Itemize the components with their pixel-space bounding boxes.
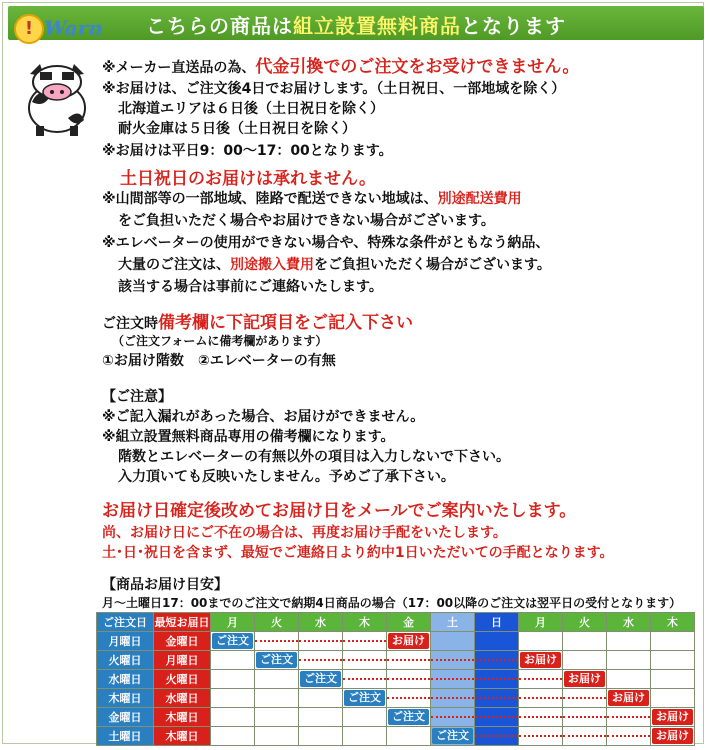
schedule-day-cell bbox=[651, 727, 695, 746]
notice-cod: ※メーカー直送品の為、代金引換でのご注文をお受けできません。 bbox=[102, 57, 580, 77]
earliest-delivery-cell: 月曜日 bbox=[154, 651, 211, 670]
transit-arrow bbox=[475, 716, 518, 718]
schedule-day-cell bbox=[519, 708, 563, 727]
schedule-day-cell bbox=[519, 689, 563, 708]
delivery-marker: お届け bbox=[608, 690, 649, 706]
transit-arrow bbox=[343, 659, 386, 661]
schedule-day-cell bbox=[651, 632, 695, 651]
schedule-day-cell bbox=[299, 651, 343, 670]
caution-4: 入力頂いても反映いたしません。予めご了承下さい。 bbox=[118, 469, 455, 485]
caution-1: ※ご記入漏れがあった場合、お届けができません。 bbox=[102, 409, 425, 425]
banner-title: こちらの商品は組立設置無料商品となります bbox=[146, 14, 566, 38]
schedule-day-cell bbox=[607, 689, 651, 708]
order-remarks-note: （ご注文フォームに備考欄があります） bbox=[112, 334, 328, 348]
schedule-header-cell: 月 bbox=[519, 613, 563, 632]
transit-arrow bbox=[431, 678, 474, 680]
email-notice: お届け日確定後改めてお届け日をメールでご案内いたします。 bbox=[102, 501, 577, 521]
schedule-header-cell: 土 bbox=[431, 613, 475, 632]
order-marker: ご注文 bbox=[300, 671, 341, 687]
schedule-row bbox=[97, 670, 695, 689]
caution-2: ※組立設置無料商品専用の備考欄になります。 bbox=[102, 429, 395, 445]
order-marker: ご注文 bbox=[344, 690, 385, 706]
schedule-day-cell bbox=[475, 708, 519, 727]
transit-arrow bbox=[519, 697, 562, 699]
schedule-day-cell bbox=[431, 708, 475, 727]
notice-remote-areas-2: をご負担いただく場合やお届けできない場合がございます。 bbox=[118, 213, 495, 229]
schedule-header-cell: 火 bbox=[563, 613, 607, 632]
schedule-header-cell: 木 bbox=[343, 613, 387, 632]
notice-hokkaido: 北海道エリアは６日後（土日祝日を除く） bbox=[118, 101, 384, 117]
notice-remote-areas: ※山間部等の一部地域、陸路で配送できない地域は、別途配送費用 bbox=[102, 191, 522, 207]
order-day-cell: 木曜日 bbox=[97, 689, 154, 708]
schedule-day-cell bbox=[651, 708, 695, 727]
schedule-day-cell bbox=[607, 632, 651, 651]
transit-arrow bbox=[299, 640, 342, 642]
schedule-day-cell bbox=[255, 689, 299, 708]
schedule-note: 月〜土曜日17：00までのご注文で納期4日商品の場合（17：00以降のご注文は翌平日の受付となります） bbox=[102, 596, 682, 610]
transit-arrow bbox=[343, 678, 386, 680]
earliest-delivery-cell: 火曜日 bbox=[154, 670, 211, 689]
schedule-day-cell bbox=[563, 708, 607, 727]
schedule-day-cell bbox=[563, 632, 607, 651]
transit-arrow bbox=[519, 716, 562, 718]
notice-bulk: 大量のご注文は、別途搬入費用をご負担いただく場合がございます。 bbox=[118, 257, 551, 273]
schedule-day-cell bbox=[255, 670, 299, 689]
schedule-day-cell bbox=[343, 689, 387, 708]
notice-safe: 耐火金庫は５日後（土日祝日を除く） bbox=[118, 121, 356, 137]
schedule-day-cell bbox=[431, 651, 475, 670]
transit-arrow bbox=[387, 678, 430, 680]
schedule-day-cell bbox=[475, 689, 519, 708]
caution-3: 階数とエレベーターの有無以外の項目は入力しないで下さい。 bbox=[118, 449, 510, 465]
order-day-cell: 金曜日 bbox=[97, 708, 154, 727]
delivery-marker: お届け bbox=[564, 671, 605, 687]
transit-arrow bbox=[475, 678, 518, 680]
schedule-header-cell: 最短お届日 bbox=[154, 613, 211, 632]
delivery-marker: お届け bbox=[388, 633, 429, 649]
schedule-day-cell bbox=[211, 670, 255, 689]
schedule-day-cell bbox=[431, 632, 475, 651]
earliest-delivery-cell: 水曜日 bbox=[154, 689, 211, 708]
order-remarks-heading: ご注文時備考欄に下記項目をご記入下さい bbox=[102, 313, 413, 333]
schedule-day-cell bbox=[211, 727, 255, 746]
schedule-day-cell bbox=[211, 708, 255, 727]
schedule-day-cell bbox=[211, 651, 255, 670]
schedule-day-cell bbox=[299, 727, 343, 746]
transit-arrow bbox=[563, 716, 606, 718]
schedule-heading: 【商品お届け目安】 bbox=[102, 577, 228, 593]
notice-hours: ※お届けは平日9：00〜17：00となります。 bbox=[102, 143, 393, 159]
schedule-day-cell bbox=[343, 632, 387, 651]
caution-heading: 【ご注意】 bbox=[102, 389, 172, 405]
schedule-day-cell bbox=[475, 632, 519, 651]
schedule-day-cell bbox=[255, 727, 299, 746]
schedule-day-cell bbox=[563, 670, 607, 689]
schedule-header-cell: 金 bbox=[387, 613, 431, 632]
order-remarks-items: ①お届け階数 ②エレベーターの有無 bbox=[102, 353, 336, 369]
notice-delivery-days: ※お届けは、ご注文後4日でお届けします。（土日祝日、一部地域を除く） bbox=[102, 81, 566, 97]
schedule-day-cell bbox=[343, 670, 387, 689]
schedule-day-cell bbox=[431, 670, 475, 689]
notice-contact: 該当する場合は事前にご連絡いたします。 bbox=[118, 279, 383, 295]
schedule-day-cell bbox=[563, 651, 607, 670]
banner bbox=[8, 6, 704, 40]
order-marker: ご注文 bbox=[388, 709, 429, 725]
notice-no-weekend: 土日祝日のお届けは承れません。 bbox=[120, 169, 377, 189]
order-day-cell: 火曜日 bbox=[97, 651, 154, 670]
delivery-marker: お届け bbox=[652, 709, 693, 725]
schedule-day-cell bbox=[475, 727, 519, 746]
schedule-row bbox=[97, 689, 695, 708]
transit-arrow bbox=[519, 678, 562, 680]
order-marker: ご注文 bbox=[432, 728, 473, 744]
order-day-cell: 水曜日 bbox=[97, 670, 154, 689]
schedule-day-cell bbox=[519, 727, 563, 746]
schedule-row bbox=[97, 651, 695, 670]
notice-elevator: ※エレベーターの使用ができない場合や、特殊な条件がともなう納品、 bbox=[102, 235, 550, 251]
transit-arrow bbox=[255, 640, 298, 642]
schedule-day-cell bbox=[387, 651, 431, 670]
schedule-day-cell bbox=[299, 708, 343, 727]
cow-mascot-icon bbox=[20, 58, 94, 138]
schedule-day-cell bbox=[211, 689, 255, 708]
transit-arrow bbox=[475, 659, 518, 661]
transit-arrow bbox=[475, 697, 518, 699]
absent-notice: 尚、お届け日にご不在の場合は、再度お届け手配をいたします。 bbox=[102, 525, 507, 541]
transit-arrow bbox=[431, 716, 474, 718]
earliest-delivery-cell: 木曜日 bbox=[154, 727, 211, 746]
transit-arrow bbox=[431, 697, 474, 699]
transit-arrow bbox=[475, 735, 518, 737]
transit-arrow bbox=[387, 697, 430, 699]
schedule-day-cell bbox=[475, 651, 519, 670]
transit-arrow bbox=[519, 735, 562, 737]
schedule-day-cell bbox=[519, 651, 563, 670]
order-day-cell: 月曜日 bbox=[97, 632, 154, 651]
schedule-day-cell bbox=[607, 727, 651, 746]
schedule-day-cell bbox=[607, 708, 651, 727]
schedule-day-cell bbox=[519, 632, 563, 651]
order-marker: ご注文 bbox=[256, 652, 297, 668]
schedule-day-cell bbox=[299, 689, 343, 708]
schedule-day-cell bbox=[387, 670, 431, 689]
order-day-cell: 土曜日 bbox=[97, 727, 154, 746]
schedule-day-cell bbox=[255, 651, 299, 670]
schedule-day-cell bbox=[255, 708, 299, 727]
transit-arrow bbox=[343, 640, 386, 642]
earliest-delivery-cell: 木曜日 bbox=[154, 708, 211, 727]
transit-arrow bbox=[563, 697, 606, 699]
transit-arrow bbox=[431, 659, 474, 661]
schedule-day-cell bbox=[563, 727, 607, 746]
schedule-header-cell: ご注文日 bbox=[97, 613, 154, 632]
schedule-day-cell bbox=[431, 689, 475, 708]
schedule-day-cell bbox=[343, 651, 387, 670]
delivery-schedule-table bbox=[96, 612, 695, 746]
schedule-day-cell bbox=[563, 689, 607, 708]
warn-label: Warn bbox=[44, 16, 103, 40]
schedule-row bbox=[97, 632, 695, 651]
schedule-header-cell: 水 bbox=[607, 613, 651, 632]
schedule-header-cell: 日 bbox=[475, 613, 519, 632]
schedule-header-cell: 水 bbox=[299, 613, 343, 632]
warning-icon: ! bbox=[14, 14, 44, 44]
schedule-header-cell: 火 bbox=[255, 613, 299, 632]
schedule-day-cell bbox=[255, 632, 299, 651]
schedule-header-cell: 月 bbox=[211, 613, 255, 632]
schedule-row bbox=[97, 708, 695, 727]
schedule-row bbox=[97, 727, 695, 746]
schedule-day-cell bbox=[431, 727, 475, 746]
schedule-day-cell bbox=[387, 727, 431, 746]
schedule-day-cell bbox=[387, 708, 431, 727]
schedule-day-cell bbox=[343, 727, 387, 746]
schedule-day-cell bbox=[651, 670, 695, 689]
delivery-marker: お届け bbox=[520, 652, 561, 668]
schedule-day-cell bbox=[651, 689, 695, 708]
transit-arrow bbox=[299, 659, 342, 661]
schedule-day-cell bbox=[299, 670, 343, 689]
delivery-marker: お届け bbox=[652, 728, 693, 744]
schedule-day-cell bbox=[387, 632, 431, 651]
schedule-header-cell: 木 bbox=[651, 613, 695, 632]
transit-arrow bbox=[607, 735, 650, 737]
schedule-day-cell bbox=[299, 632, 343, 651]
schedule-day-cell bbox=[475, 670, 519, 689]
schedule-day-cell bbox=[211, 632, 255, 651]
lead-time-notice: 土･日･祝日を含まず、最短でご連絡日より約中1日いただいての手配となります。 bbox=[102, 545, 614, 561]
schedule-day-cell bbox=[519, 670, 563, 689]
schedule-day-cell bbox=[651, 651, 695, 670]
earliest-delivery-cell: 金曜日 bbox=[154, 632, 211, 651]
schedule-day-cell bbox=[343, 708, 387, 727]
order-marker: ご注文 bbox=[212, 633, 253, 649]
transit-arrow bbox=[607, 716, 650, 718]
schedule-day-cell bbox=[607, 670, 651, 689]
transit-arrow bbox=[563, 735, 606, 737]
schedule-day-cell bbox=[607, 651, 651, 670]
schedule-day-cell bbox=[387, 689, 431, 708]
transit-arrow bbox=[387, 659, 430, 661]
